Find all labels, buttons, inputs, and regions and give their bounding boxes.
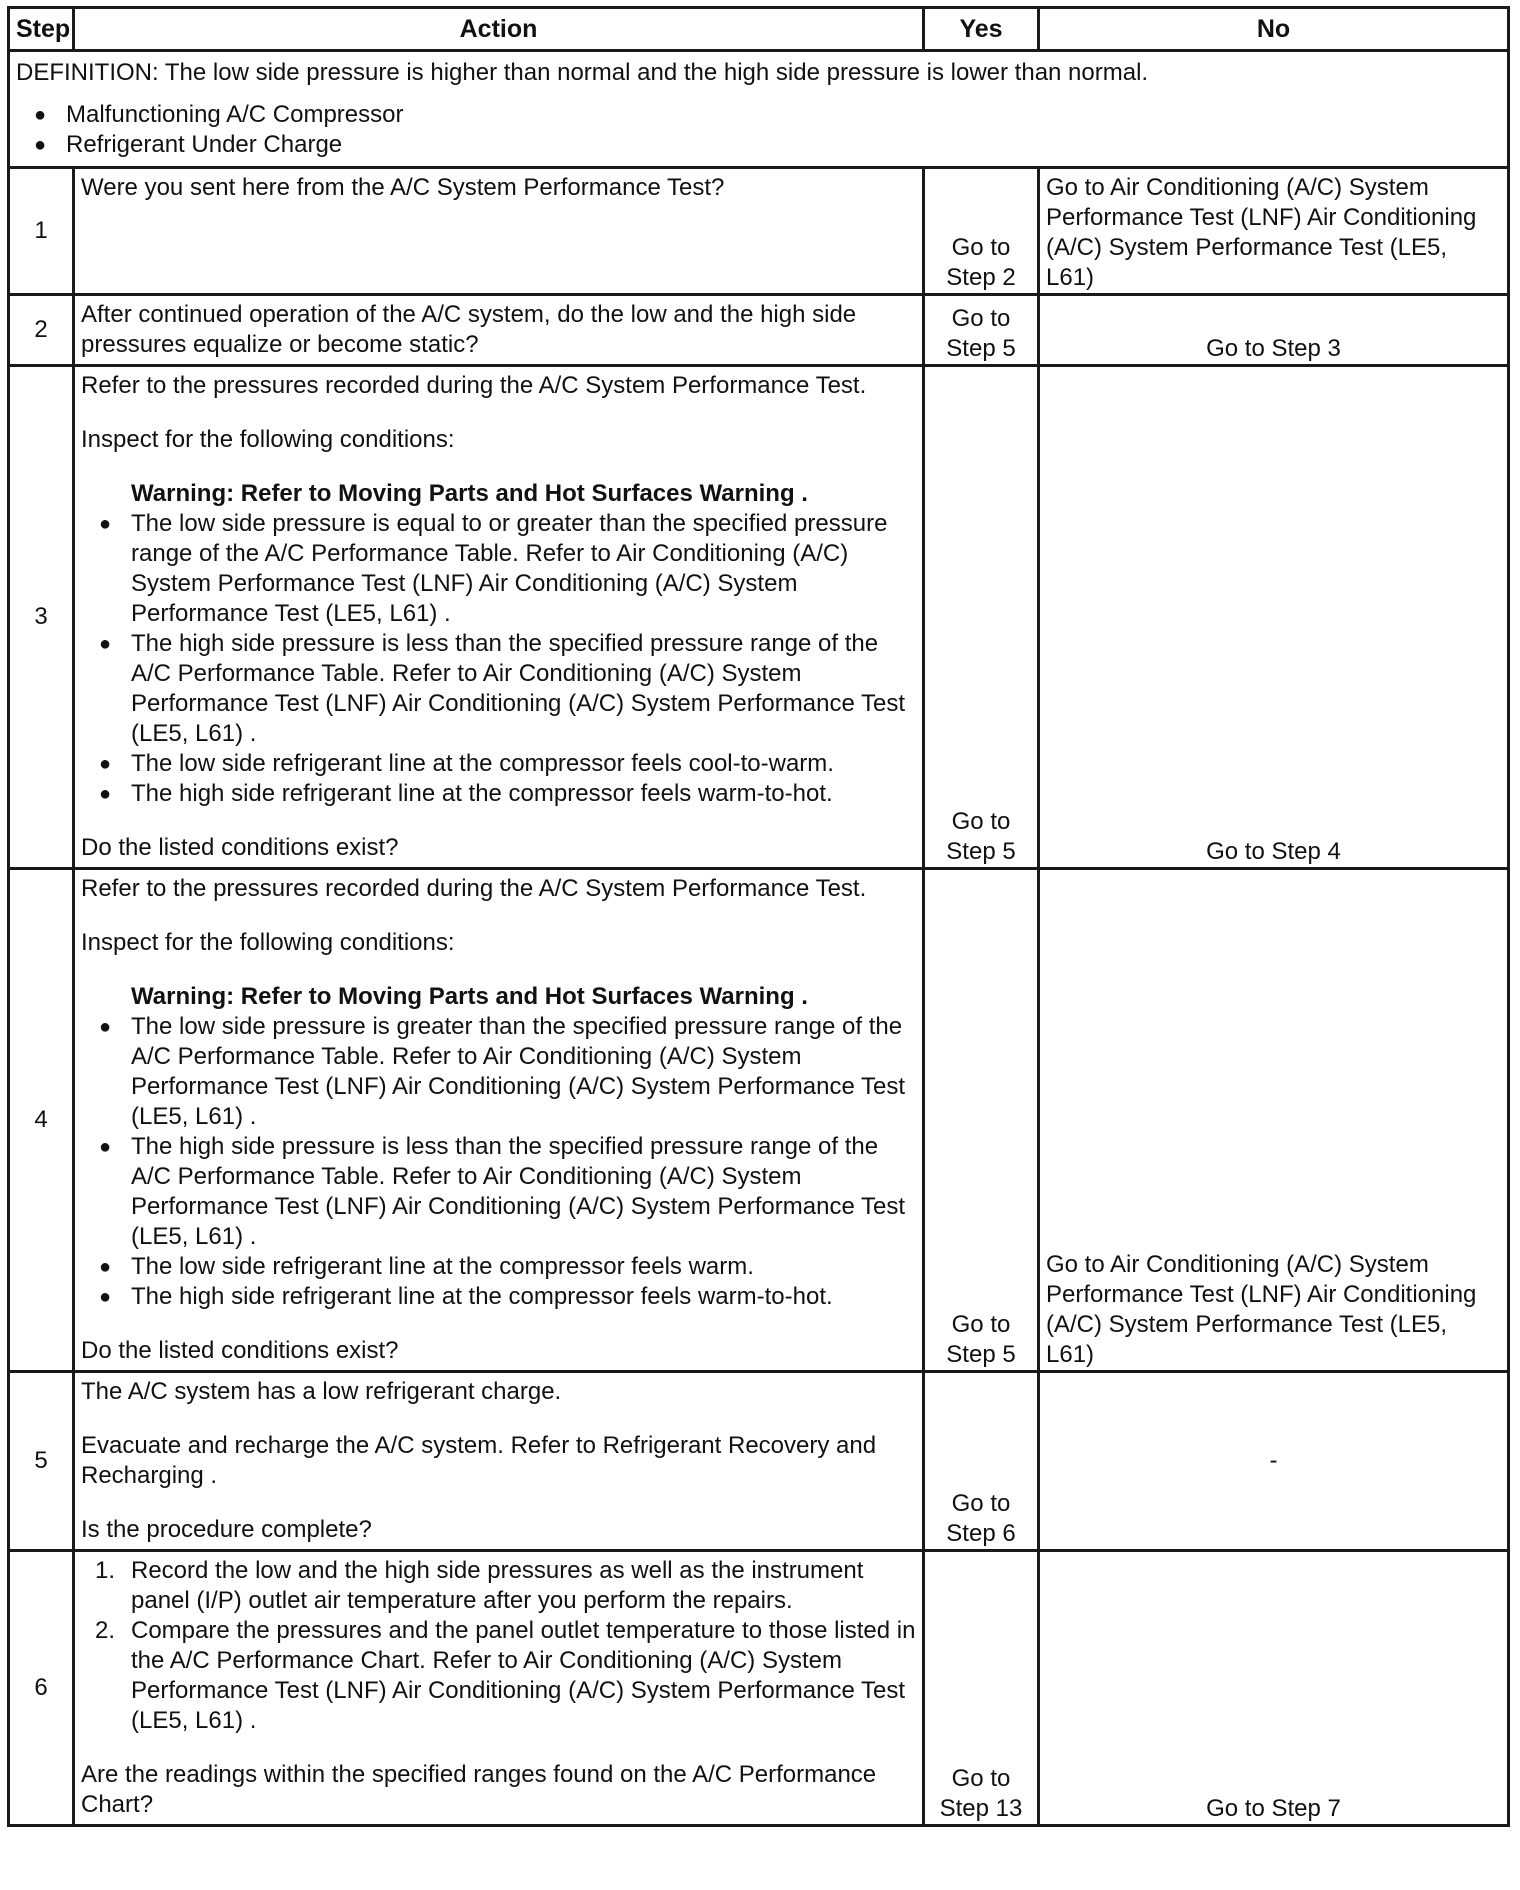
yes-cell[interactable]: Go to Step 5 — [924, 366, 1039, 869]
warning-link[interactable]: Warning: Refer to Moving Parts and Hot Surfaces Warning . — [131, 480, 808, 507]
condition-item: ● The high side refrigerant line at the compressor feels warm-to-hot. — [81, 779, 916, 809]
definition-text: DEFINITION: The low side pressure is higher than normal and the high side pressure is lower than normal. — [16, 59, 1149, 86]
header-step: Step — [9, 8, 74, 51]
step-question: Do the listed conditions exist? — [81, 1337, 399, 1364]
header-no: No — [1039, 8, 1509, 51]
definition-row — [9, 51, 1509, 168]
step-question: After continued operation of the A/C system, do the low and the high side pressures equalize or become static? — [81, 301, 857, 358]
action-cell — [74, 869, 924, 1372]
step-row-6 — [9, 1551, 1509, 1826]
item-number: 2. — [95, 1617, 116, 1644]
condition-item: ● The low side pressure is equal to or greater than the specified pressure range of the A/C Performance Table. Refer to Air Conditioning (A/C) System Performance Test (LNF) Air Conditioning (A/C) System Performance Test (LE5, L61) . — [81, 509, 916, 629]
condition-item: ● The high side pressure is less than the specified pressure range of the A/C Performance Table. Refer to Air Conditioning (A/C) System Performance Test (LNF) Air Conditioning (A/C) System Performance Test (LE5, L61) . — [81, 1132, 916, 1252]
definition-bullet: ● Malfunctioning A/C Compressor — [16, 100, 1501, 130]
step-intro: Refer to the pressures recorded during the A/C System Performance Test. — [81, 875, 867, 902]
no-cell[interactable]: Go to Step 3 — [1039, 295, 1509, 366]
step-number: 3 — [9, 366, 74, 869]
step-number: 5 — [9, 1372, 74, 1551]
condition-item: ● The low side pressure is greater than the specified pressure range of the A/C Performance Table. Refer to Air Conditioning (A/C) System Performance Test (LNF) Air Conditioning (A/C) System Performance Test (LE5, L61) . — [81, 1012, 916, 1132]
no-cell[interactable]: Go to Step 7 — [1039, 1551, 1509, 1826]
step-row-5 — [9, 1372, 1509, 1551]
step-question: Were you sent here from the A/C System Performance Test? — [81, 174, 725, 201]
definition-list — [16, 100, 1501, 160]
yes-cell[interactable]: Go to Step 13 — [924, 1551, 1039, 1826]
no-cell: - — [1039, 1372, 1509, 1551]
no-cell[interactable]: Go to Step 4 — [1039, 366, 1509, 869]
condition-item: ● The high side pressure is less than the specified pressure range of the A/C Performance Table. Refer to Air Conditioning (A/C) System Performance Test (LNF) Air Conditioning (A/C) System Performance Test (LE5, L61) . — [81, 629, 916, 749]
step-question: Are the readings within the specified ranges found on the A/C Performance Chart? — [81, 1761, 877, 1818]
step-row-3 — [9, 366, 1509, 869]
step-question: Is the procedure complete? — [81, 1516, 372, 1543]
yes-cell[interactable]: Go to Step 6 — [924, 1372, 1039, 1551]
no-cell[interactable]: Go to Air Conditioning (A/C) System Performance Test (LNF) Air Conditioning (A/C) System Performance Test (LE5, L61) — [1039, 168, 1509, 295]
step-inspect: Inspect for the following conditions: — [81, 426, 455, 453]
diagnostic-page — [7, 6, 1507, 1827]
item-number: 1. — [95, 1557, 116, 1584]
procedure-item — [81, 1556, 916, 1616]
step-question: Do the listed conditions exist? — [81, 834, 399, 861]
header-action: Action — [74, 8, 924, 51]
header-row — [9, 8, 1509, 51]
condition-item: ● The high side refrigerant line at the compressor feels warm-to-hot. — [81, 1282, 916, 1312]
action-cell — [74, 1551, 924, 1826]
condition-list — [81, 1012, 916, 1312]
step-number: 2 — [9, 295, 74, 366]
diagnostic-table — [7, 6, 1510, 1827]
step-row-4 — [9, 869, 1509, 1372]
definition-cell — [9, 51, 1509, 168]
yes-cell[interactable]: Go to Step 5 — [924, 869, 1039, 1372]
no-cell[interactable]: Go to Air Conditioning (A/C) System Performance Test (LNF) Air Conditioning (A/C) System Performance Test (LE5, L61) — [1039, 869, 1509, 1372]
definition-bullet: ● Refrigerant Under Charge — [16, 130, 1501, 160]
action-cell — [74, 366, 924, 869]
step-row-1 — [9, 168, 1509, 295]
step-instruction: Evacuate and recharge the A/C system. Refer to Refrigerant Recovery and Recharging . — [81, 1432, 877, 1489]
step-number: 1 — [9, 168, 74, 295]
step-inspect: Inspect for the following conditions: — [81, 929, 455, 956]
condition-item: ● The low side refrigerant line at the compressor feels warm. — [81, 1252, 916, 1282]
yes-cell[interactable]: Go to Step 5 — [924, 295, 1039, 366]
action-cell — [74, 295, 924, 366]
step-statement: The A/C system has a low refrigerant charge. — [81, 1378, 562, 1405]
warning-link[interactable]: Warning: Refer to Moving Parts and Hot Surfaces Warning . — [131, 983, 808, 1010]
item-text: Record the low and the high side pressures as well as the instrument panel (I/P) outlet air temperature after you perform the repairs. — [131, 1557, 864, 1614]
action-cell — [74, 168, 924, 295]
header-yes: Yes — [924, 8, 1039, 51]
yes-cell[interactable]: Go to Step 2 — [924, 168, 1039, 295]
procedure-item — [81, 1616, 916, 1736]
condition-list — [81, 509, 916, 809]
step-number: 6 — [9, 1551, 74, 1826]
step-intro: Refer to the pressures recorded during the A/C System Performance Test. — [81, 372, 867, 399]
step-row-2 — [9, 295, 1509, 366]
item-text: Compare the pressures and the panel outlet temperature to those listed in the A/C Performance Chart. Refer to Air Conditioning (A/C) System Performance Test (LNF) Air Conditioning (A/C) System Performance Test (LE5, L61) . — [131, 1617, 916, 1734]
step-number: 4 — [9, 869, 74, 1372]
procedure-list — [81, 1556, 916, 1736]
condition-item: ● The low side refrigerant line at the compressor feels cool-to-warm. — [81, 749, 916, 779]
action-cell — [74, 1372, 924, 1551]
